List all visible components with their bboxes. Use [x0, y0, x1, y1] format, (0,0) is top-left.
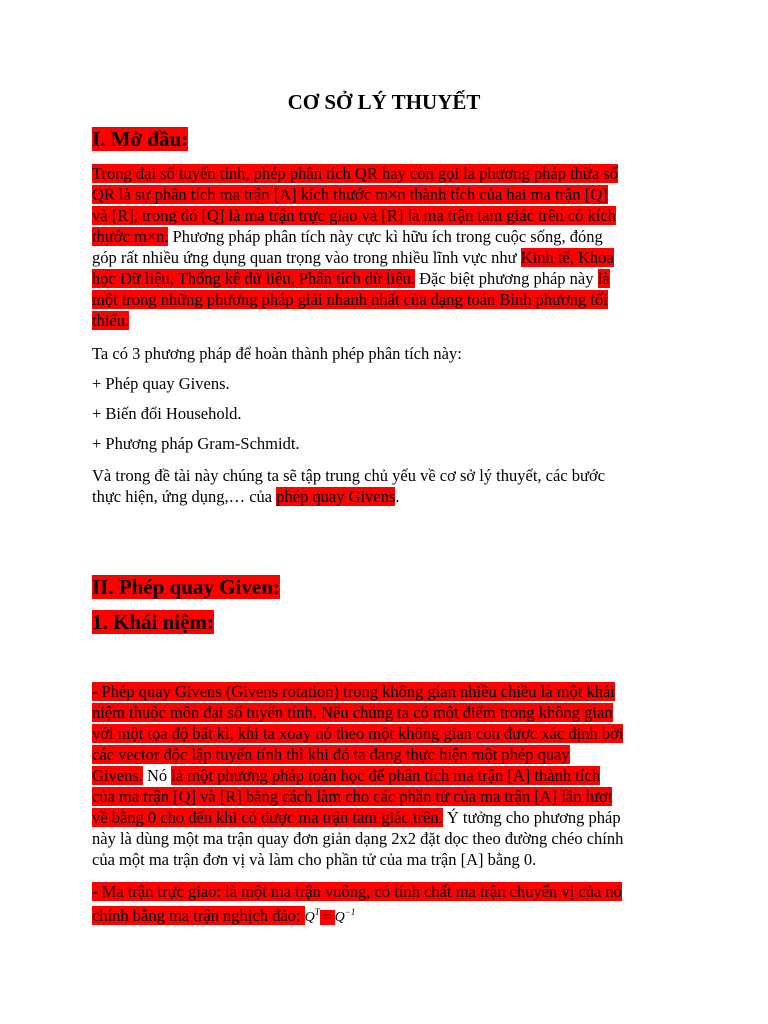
body-text: Nó [142, 766, 172, 785]
section-2-heading [92, 574, 280, 600]
section-1-heading-text: I. Mở đầu: [92, 127, 189, 151]
definition-line-4 [92, 744, 570, 765]
highlighted-text: Trong đại số tuyến tính, phép phân tích QR hay còn gọi là phương pháp thừa số [92, 164, 618, 183]
highlighted-text: QR là sự phân tích ma trận [A] kích thước m×n thành tích của hai ma trận [Q] [92, 185, 608, 204]
highlighted-text: - Phép quay Givens (Givens rotation) trong không gian nhiều chiều là một khái [92, 682, 615, 701]
highlighted-text: học Dữ liệu, Thống kê dữ liệu, Phân tích dữ liệu. [92, 269, 416, 288]
method-item-givens: + Phép quay Givens. [92, 374, 230, 393]
formula-q: Q [304, 910, 315, 925]
definition-line-2 [92, 702, 613, 723]
formula-transpose: T [314, 907, 320, 917]
highlighted-text: là một phương pháp toán học để phân tích ma trận [A] thành tích [171, 766, 600, 785]
paragraph-3-line-1: Và trong đề tài này chúng ta sẽ tập trung chủ yếu về cơ sở lý thuyết, các bước [92, 466, 605, 485]
highlighted-text: thiểu. [92, 311, 130, 330]
highlighted-text: chính bằng ma trận nghịch đảo: [92, 906, 305, 925]
highlighted-text: niệm thuộc môn đại số tuyến tính. Nếu chúng ta có một điểm trong không gian [92, 703, 613, 722]
definition-line-5 [92, 765, 600, 786]
formula-inverse: −1 [344, 907, 356, 917]
definition-line-3 [92, 723, 623, 744]
body-text: Phương pháp phân tích này cực kì hữu ích trong cuộc sống, đóng [168, 227, 603, 246]
highlighted-text: về bằng 0 cho đến khi có được ma trận tam giác trên. [92, 808, 443, 827]
paragraph-1-line-3 [92, 205, 616, 226]
definition-line-1 [92, 681, 615, 702]
definition-line-6 [92, 786, 612, 807]
highlighted-text: là [597, 269, 610, 288]
orthogonal-line-1 [92, 881, 622, 902]
highlighted-text: một trong những phương pháp giải nhanh nhất của dạng toán Bình phương tối [92, 290, 608, 309]
highlighted-text: Givens. [92, 766, 143, 785]
highlighted-text: thước m×n. [92, 227, 169, 246]
subsection-1-heading-text: 1. Khái niệm: [92, 610, 214, 634]
definition-line-7 [92, 807, 621, 828]
paragraph-1-line-4 [92, 226, 603, 247]
paragraph-1-line-5 [92, 247, 614, 268]
body-text: thực hiện, ứng dụng,… của [92, 487, 277, 506]
subsection-1-heading [92, 609, 214, 635]
paragraph-3-line-2 [92, 486, 400, 507]
paragraph-2: Ta có 3 phương pháp để hoàn thành phép phân tích này: [92, 344, 462, 363]
formula-equals: = [319, 910, 335, 925]
highlighted-text: Kinh tế, Khoa [520, 248, 614, 267]
page-title: CƠ SỞ LÝ THUYẾT [287, 90, 481, 114]
formula [304, 907, 356, 925]
highlighted-text: của ma trận [Q] và [R] bằng cách làm cho các phần tử của ma trận [A] lần lượt [92, 787, 613, 806]
paragraph-1-line-1 [92, 163, 618, 184]
body-text: góp rất nhiều ứng dụng quan trọng vào trong nhiều lĩnh vực như [92, 248, 521, 267]
section-1-heading [92, 126, 188, 152]
paragraph-1-line-2 [92, 184, 608, 205]
paragraph-1-line-6 [92, 268, 610, 289]
paragraph-1-line-7 [92, 289, 608, 310]
body-text: . [395, 487, 400, 506]
paragraph-1-line-8 [92, 310, 129, 331]
highlighted-text: phép quay Givens [276, 487, 396, 506]
definition-line-8: này là dùng một ma trận quay đơn giản dạng 2x2 đặt dọc theo đường chéo chính [92, 829, 624, 848]
highlighted-text: - Ma trận trực giao: là một ma trận vuông, có tính chất ma trận chuyển vị của nó [92, 882, 622, 901]
body-text: Đặc biệt phương pháp này [415, 269, 598, 288]
orthogonal-line-2 [92, 902, 355, 928]
formula-q: Q [334, 910, 345, 925]
highlighted-text: các vector độc lập tuyến tính thì khi đó ta đang thực hiện một phép quay [92, 745, 570, 764]
section-2-heading-text: II. Phép quay Given: [92, 575, 280, 599]
method-item-gram-schmidt: + Phương pháp Gram-Schmidt. [92, 434, 300, 453]
method-item-household: + Biến đổi Household. [92, 404, 242, 423]
body-text: Ý tưởng cho phương pháp [442, 808, 621, 827]
highlighted-text: và [R], trong đó [Q] là ma trận trực giao và [R] là ma trận tam giác trên có kích [92, 206, 616, 225]
highlighted-text: với một tọa độ bất kì, khi ta xoay nó theo một không gian con được xác định bởi [92, 724, 624, 743]
definition-line-9: của một ma trận đơn vị và làm cho phần tử của ma trận [A] bằng 0. [92, 850, 537, 869]
